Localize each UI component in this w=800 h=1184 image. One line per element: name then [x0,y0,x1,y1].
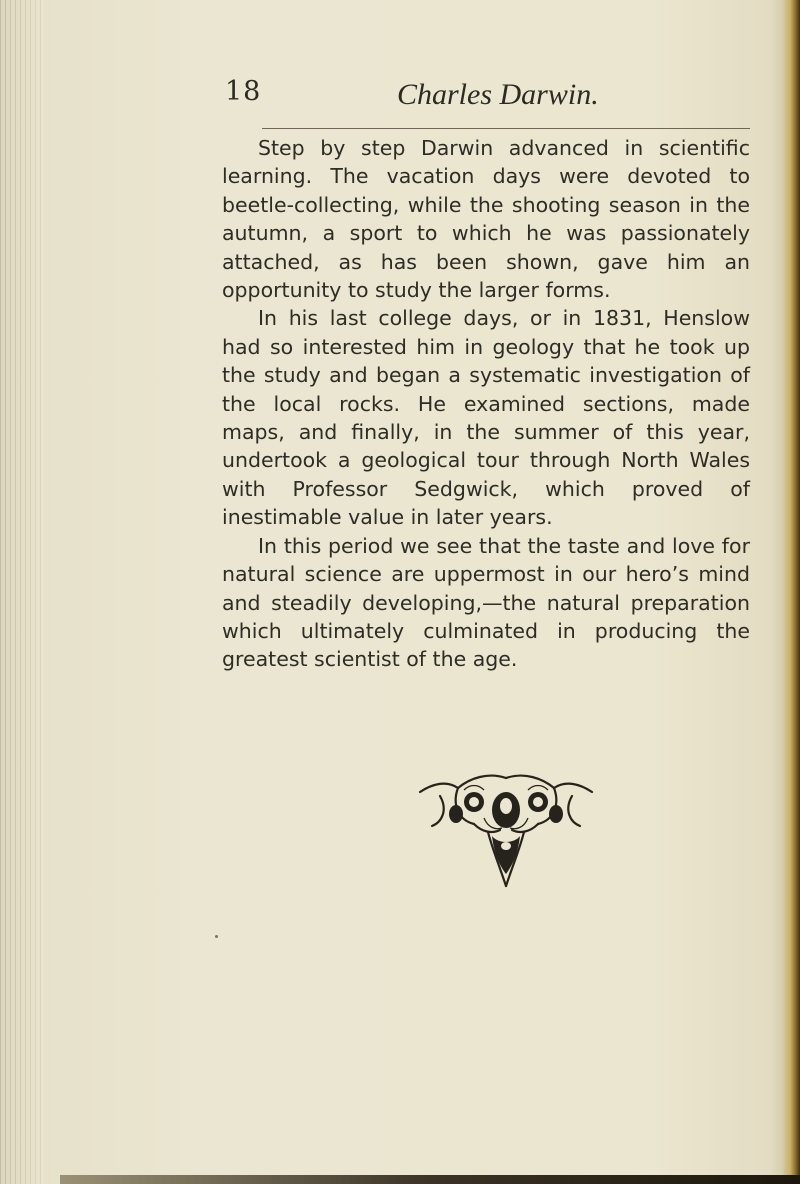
header-rule [262,128,750,129]
running-title: Charles Darwin. [397,78,599,111]
page-edge [782,0,800,1184]
gutter-shadow [0,0,44,1184]
paragraph-1: Step by step Darwin advanced in scientific learning. The vacation days were devoted to beetle-collecting, while the shooting season in the autumn, a sport to which he was passionately attached, as has been shown, gave him an opportunity to study the larger forms. [222,136,750,303]
page-number: 18 [225,76,262,107]
paragraph-2: In his last college days, or in 1831, Henslow had so interested him in geology that he took up the study and began a systematic investigation of the local rocks. He examined sections, made maps, and finally, in the summer of this year, undertook a geological tour through North Wales with Professor Sedgwick, which proved of inestimable value in later years. [222,306,750,530]
page-header [225,76,645,126]
paragraph-3: In this period we see that the taste and love for natural science are uppermost in our hero’s mind and steadily developing,—the natural preparation which ultimately culminated in producing the greatest scientist of the age. [222,533,750,672]
body-text [222,134,750,674]
grotesque-mask-tailpiece-icon [418,770,594,890]
paper-speck [215,935,218,938]
bottom-edge [60,1175,800,1184]
